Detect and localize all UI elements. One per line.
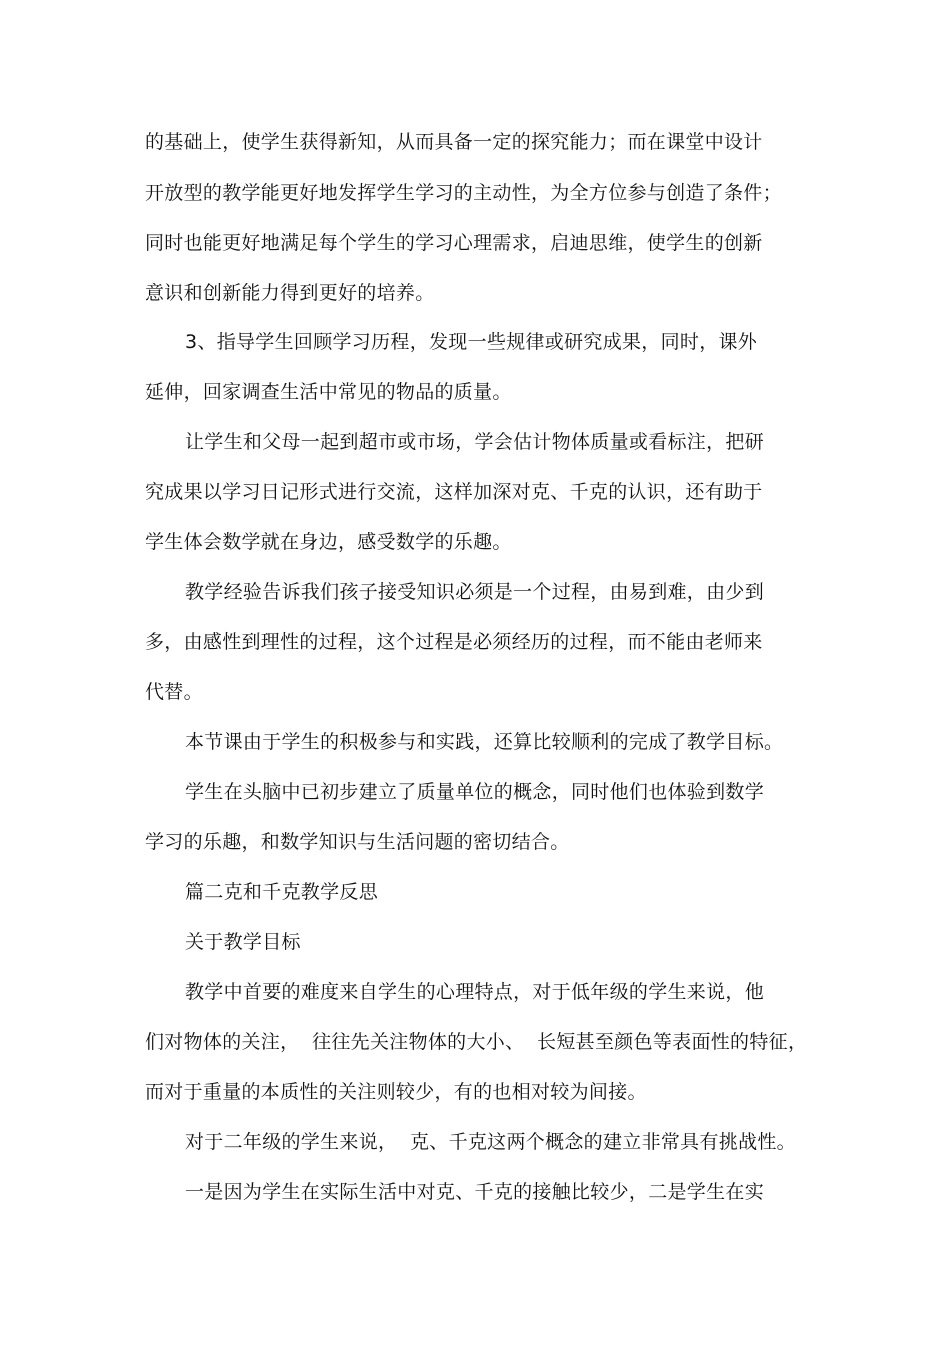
text-line: 开放型的教学能更好地发挥学生学习的主动性，为全方位参与创造了条件； (145, 182, 782, 204)
text-line: 究成果以学习日记形式进行交流，这样加深对克、千克的认识，还有助于 (145, 481, 763, 503)
text-line: 本节课由于学生的积极参与和实践，还算比较顺利的完成了教学目标。 (185, 731, 784, 753)
text-line: 教学经验告诉我们孩子接受知识必须是一个过程，由易到难，由少到 (185, 581, 765, 603)
text-line: 对于二年级的学生来说， 克、千克这两个概念的建立非常具有挑战性。 (185, 1131, 796, 1153)
section-heading: 篇二克和千克教学反思 (185, 881, 379, 903)
text-line: 意识和创新能力得到更好的培养。 (145, 282, 435, 304)
text-line: 延伸，回家调查生活中常见的物品的质量。 (145, 381, 512, 403)
text-line: 3、指导学生回顾学习历程，发现一些规律或研究成果，同时，课外 (185, 331, 758, 353)
text-line: 学习的乐趣，和数学知识与生活问题的密切结合。 (145, 831, 570, 853)
text-line: 多，由感性到理性的过程，这个过程是必须经历的过程，而不能由老师来 (145, 631, 763, 653)
text-line: 而对于重量的本质性的关注则较少，有的也相对较为间接。 (145, 1081, 647, 1103)
text-line: 的基础上，使学生获得新知，从而具备一定的探究能力；而在课堂中设计 (145, 131, 763, 153)
text-line: 让学生和父母一起到超市或市场，学会估计物体质量或看标注，把研 (185, 431, 765, 453)
text-line: 同时也能更好地满足每个学生的学习心理需求，启迪思维，使学生的创新 (145, 232, 763, 254)
subheading: 关于教学目标 (185, 931, 301, 953)
text-line: 们对物体的关注， 往往先关注物体的大小、 长短甚至颜色等表面性的特征， (145, 1031, 808, 1053)
text-line: 代替。 (145, 681, 203, 703)
text-line: 学生在头脑中已初步建立了质量单位的概念，同时他们也体验到数学 (185, 781, 765, 803)
text-line: 学生体会数学就在身边，感受数学的乐趣。 (145, 531, 512, 553)
text-line: 一是因为学生在实际生活中对克、千克的接触比较少，二是学生在实 (185, 1181, 765, 1203)
text-line: 教学中首要的难度来自学生的心理特点，对于低年级的学生来说，他 (185, 981, 765, 1003)
